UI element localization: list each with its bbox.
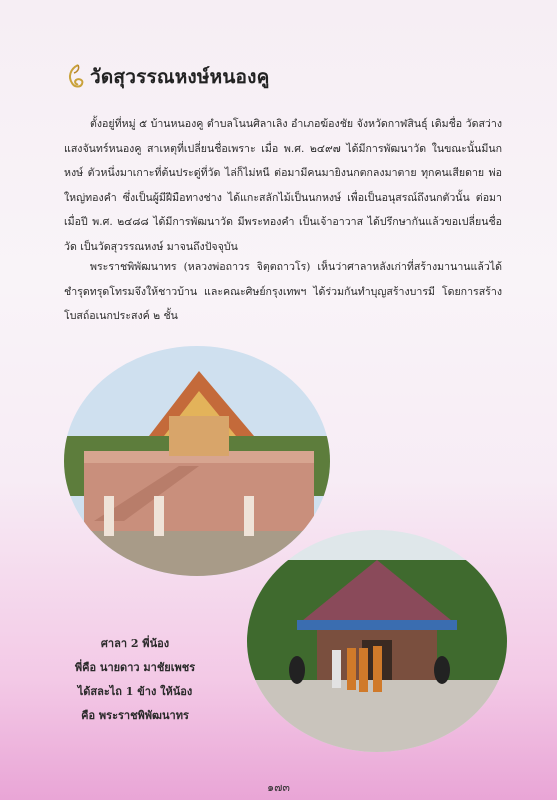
heading-block [64, 62, 270, 92]
photo-sala-building [247, 530, 507, 752]
photo-temple-hall [64, 346, 330, 576]
caption-line: คือ พระราชพิพัฒนาทร [81, 709, 189, 722]
paragraph-history: ตั้งอยู่ที่หมู่ ๕ บ้านหนองคู ตำบลโนนศิลาเลิง อำเภอฆ้องชัย จังหวัดกาฬสินธุ์ เดิมชื่อ วัดสว่างแสงจันทร์หนองคู สาเหตุที่เปลี่ยนชื่อเพราะ เมื่อ พ.ศ. ๒๔๙๗ ได้มีการพัฒนาวัด ในขณะนั้นมีนกหงษ์ ตัวหนึ่งมาเกาะที่ต้นประดู่ที่วัด ไล่ก็ไม่หนี ต่อมามีคนมายิงนกตกลงมาตาย ทุกคนเสียดาย พ่อใหญ่ทองคำ ซึ่งเป็นผู้มีฝีมือทางช่าง ได้แกะสลักไม้เป็นนกหงษ์ เพื่อเป็นอนุสรณ์ถึงนกตัวนั้น ต่อมาเมื่อปี พ.ศ. ๒๔๘๘ ได้มีการพัฒนาวัด มีพระทองคำ เป็นเจ้าอาวาส ได้ปรึกษากันแล้วขอเปลี่ยนชื่อวัด เป็นวัดสุวรรณหงษ์ มาจนถึงปัจจุบัน [64, 118, 502, 253]
caption-line: พี่คือ นายดาว มาชัยเพชร [74, 661, 196, 674]
photo-caption [60, 632, 210, 728]
page-heading: วัดสุวรรณหงษ์หนองคู [90, 66, 270, 88]
thai-ornament-icon [64, 63, 86, 91]
caption-line: ศาลา 2 พี่น้อง [100, 637, 170, 650]
paragraph-construction: พระราชพิพัฒนาทร (หลวงพ่อถาวร จิตฺตถาวโร) เห็นว่าศาลาหลังเก่าที่สร้างมานานแล้วได้ชำรุดทรุดโทรมจึงให้ชาวบ้าน และคณะศิษย์กรุงเทพฯ ได้ร่วมกันทำบุญสร้างบารมี โดยการสร้างโบสถ์อเนกประสงค์ ๒ ชั้น [64, 261, 502, 322]
caption-line: ได้สละไถ 1 ข้าง ให้น้อง [77, 685, 193, 698]
page-number: ๑๗๓ [267, 781, 290, 794]
